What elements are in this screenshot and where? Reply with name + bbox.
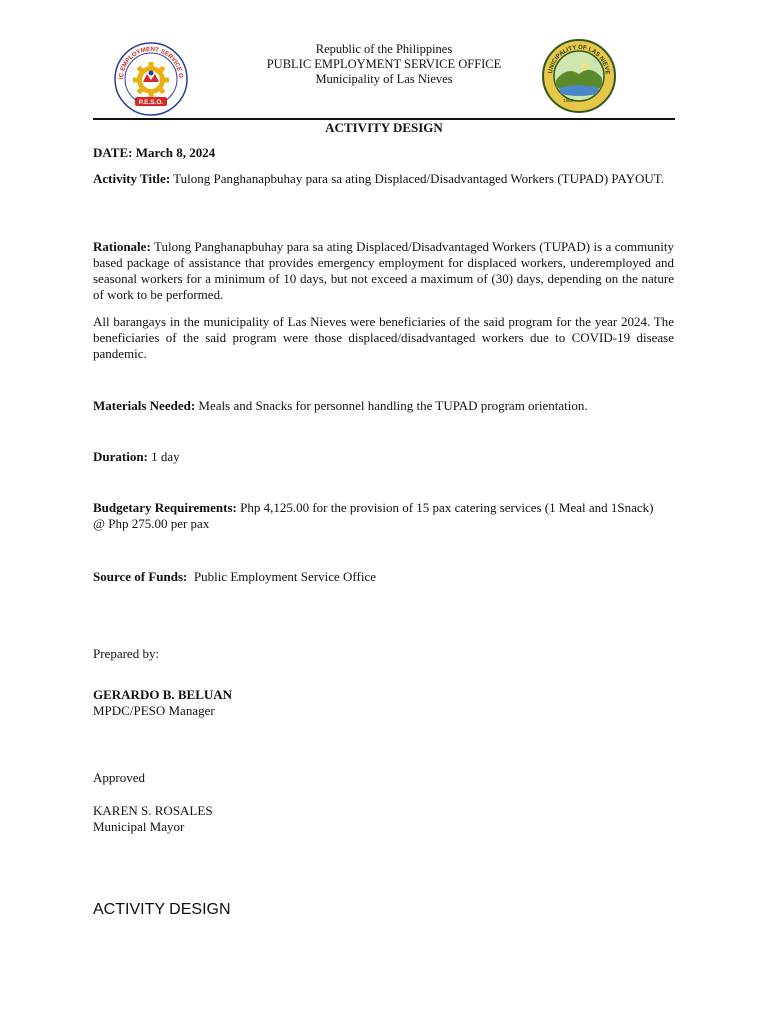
- las-nieves-seal-icon: [541, 38, 617, 114]
- beneficiaries-paragraph: All barangays in the municipality of Las Nieves were beneficiaries of the said program for the year 2024. The beneficiaries of the said program were those displaced/disadvantaged workers due to COVID-19 disease pandemic.: [93, 314, 674, 361]
- seal-text: UNICIPALITY OF LAS NIEVE: [548, 44, 611, 75]
- materials-label: Materials Needed:: [93, 398, 196, 413]
- budget-value: Php 4,125.00 for the provision of 15 pax catering services (1 Meal and 1Snack) @ Php 275.00 per pax: [93, 500, 654, 531]
- seal-year: 1963: [563, 98, 574, 103]
- budget-paragraph: [93, 500, 658, 532]
- peso-seal-icon: [113, 41, 189, 117]
- approver-name: KAREN S. ROSALES: [93, 803, 213, 818]
- funds-label: Source of Funds:: [93, 569, 188, 584]
- letterhead-text: [213, 42, 555, 87]
- prepared-by-label: Prepared by:: [93, 646, 160, 661]
- duration-value: 1 day: [151, 449, 180, 464]
- funds-value: Public Employment Service Office: [193, 569, 376, 584]
- letterhead: [93, 38, 675, 114]
- duration-label: Duration:: [93, 449, 148, 464]
- duration-line: [93, 449, 674, 465]
- approved-signatory: [93, 803, 674, 835]
- peso-badge-text: P.E.S.O.: [138, 99, 164, 106]
- funds-line: [93, 569, 674, 585]
- budget-label: Budgetary Requirements:: [93, 500, 237, 515]
- approved-label: Approved: [93, 770, 145, 785]
- approver-position: Municipal Mayor: [93, 819, 185, 834]
- republic-line: Republic of the Philippines: [315, 42, 453, 56]
- materials-line: [93, 398, 674, 414]
- preparer-name: GERARDO B. BELUAN: [93, 687, 233, 702]
- footer-title: ACTIVITY DESIGN: [93, 901, 231, 918]
- office-line: PUBLIC EMPLOYMENT SERVICE OFFICE: [266, 57, 502, 71]
- preparer-position: MPDC/PESO Manager: [93, 703, 215, 718]
- date-value: March 8, 2024: [135, 145, 216, 160]
- peso-seal-text: IC EMPLOYMENT SERVICE O: [117, 45, 185, 80]
- activity-title-label: Activity Title:: [93, 171, 171, 186]
- rationale-paragraph: [93, 239, 674, 303]
- document-title: ACTIVITY DESIGN: [325, 120, 443, 135]
- rationale-label: Rationale:: [93, 239, 151, 254]
- municipality-line: Municipality of Las Nieves: [315, 72, 453, 86]
- materials-value: Meals and Snacks for personnel handling the TUPAD program orientation.: [198, 398, 588, 413]
- activity-title: [93, 171, 674, 187]
- date-line: [93, 145, 674, 161]
- activity-title-value: Tulong Panghanapbuhay para sa ating Displaced/Disadvantaged Workers (TUPAD) PAYOUT.: [173, 171, 665, 186]
- date-label: DATE:: [93, 145, 133, 160]
- prepared-by-signatory: [93, 687, 674, 719]
- rationale-value: Tulong Panghanapbuhay para sa ating Displaced/Disadvantaged Workers (TUPAD) is a community based package of assistance that provides emergency employment for displaced workers, underemployed and seasonal workers for a minimum of 10 days, but not exceed a maximum of (30) days, depending on the nature of work to be performed.: [93, 239, 674, 302]
